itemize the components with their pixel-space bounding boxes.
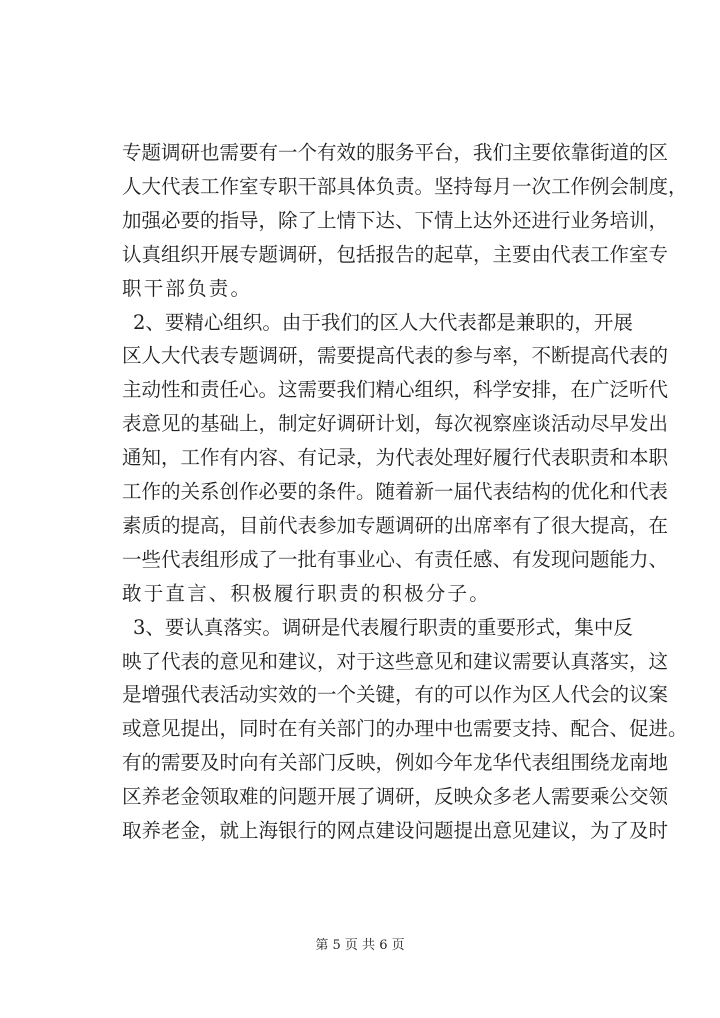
paragraph-2-line: 敢于直言、积极履行职责的积极分子。 <box>122 581 491 605</box>
paragraph-1-line: 职干部负责。 <box>122 276 253 300</box>
paragraph-2-line: 区人大代表专题调研，需要提高代表的参与率，不断提高代表的 <box>122 344 669 368</box>
paragraph-3-line: 有的需要及时向有关部门反映，例如今年龙华代表组围绕龙南地 <box>122 751 669 775</box>
paragraph-1-line: 认真组织开展专题调研，包括报告的起草，主要由代表工作室专 <box>122 242 669 266</box>
paragraph-2-line: 工作的关系创作必要的条件。随着新一届代表结构的优化和代表 <box>122 480 669 503</box>
paragraph-2-line: 表意见的基础上，制定好调研计划，每次视察座谈活动尽早发出 <box>122 412 669 436</box>
paragraph-2-line: 主动性和责任心。这需要我们精心组织，科学安排，在广泛听代 <box>122 378 669 402</box>
paragraph-3-line: 区养老金领取难的问题开展了调研，反映众多老人需要乘公交领 <box>122 785 669 809</box>
paragraph-1-line: 人大代表工作室专职干部具体负责。坚持每月一次工作例会制度， <box>122 174 688 198</box>
page-number-footer: 第 5 页 共 6 页 <box>315 938 405 953</box>
paragraph-3-line: 是增强代表活动实效的一个关键，有的可以作为区人代会的议案 <box>122 683 669 707</box>
paragraph-3-line: 3、要认真落实。调研是代表履行职责的重要形式，集中反 <box>133 615 633 639</box>
paragraph-2-line: 一些代表组形成了一批有事业心、有责任感、有发现问题能力、 <box>122 547 669 571</box>
paragraph-2-line: 素质的提高，目前代表参加专题调研的出席率有了很大提高，在 <box>122 513 669 537</box>
paragraph-2-line: 2、要精心组织。由于我们的区人大代表都是兼职的，开展 <box>133 310 633 334</box>
paragraph-3-line: 取养老金，就上海银行的网点建设问题提出意见建议，为了及时 <box>122 819 669 842</box>
paragraph-1-line: 专题调研也需要有一个有效的服务平台，我们主要依靠街道的区 <box>122 141 669 164</box>
paragraph-3-line: 映了代表的意见和建议，对于这些意见和建议需要认真落实，这 <box>122 649 669 673</box>
paragraph-2-line: 通知，工作有内容、有记录，为代表处理好履行代表职责和本职 <box>122 446 669 470</box>
paragraph-3-line: 或意见提出，同时在有关部门的办理中也需要支持、配合、促进。 <box>122 717 688 741</box>
paragraph-1-line: 加强必要的指导，除了上情下达、下情上达外还进行业务培训， <box>122 208 669 232</box>
